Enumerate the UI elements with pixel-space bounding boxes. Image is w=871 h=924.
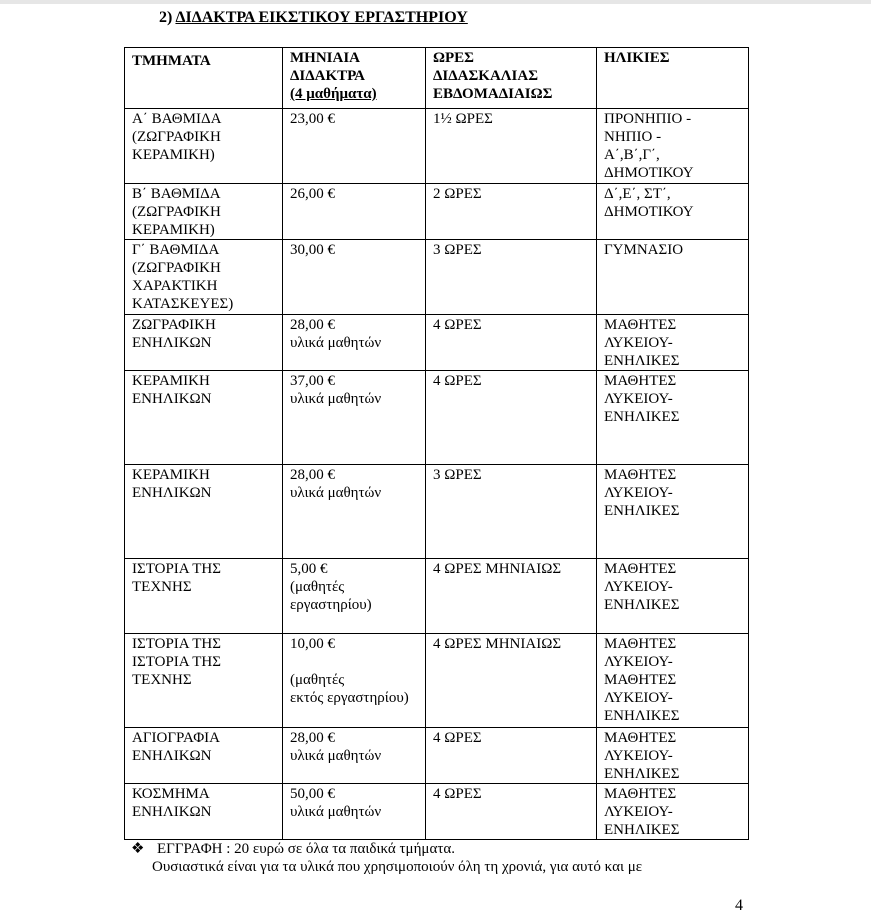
cell-ages <box>597 109 749 184</box>
cell-line: ΕΝΗΛΙΚΕΣ <box>604 503 680 519</box>
cell-line: ΙΣΤΟΡΙΑ ΤΗΣ <box>132 636 221 652</box>
cell-line: ΧΑΡΑΚΤΙΚΗ <box>132 278 218 294</box>
cell-line: 3 ΩΡΕΣ <box>433 242 482 258</box>
tuition-table <box>124 47 749 840</box>
cell-line: ΔΗΜΟΤΙΚΟΥ <box>604 165 694 181</box>
registration-note <box>131 839 455 858</box>
header-row <box>125 48 749 109</box>
tuition-table-header <box>125 48 749 109</box>
cell-hours <box>426 465 597 559</box>
cell-hours <box>426 240 597 315</box>
cell-line: ΤΕΧΝΗΣ <box>132 579 192 595</box>
cell-line: ΕΝΗΛΙΚΩΝ <box>132 748 212 764</box>
cell-line: ΙΣΤΟΡΙΑ ΤΗΣ <box>132 561 221 577</box>
cell-line: 50,00 € <box>290 786 335 802</box>
cell-line: 30,00 € <box>290 242 335 258</box>
cell-line: ΛΥΚΕΙΟΥ- <box>604 804 673 820</box>
cell-line: ΛΥΚΕΙΟΥ- <box>604 391 673 407</box>
cell-line: ΙΣΤΟΡΙΑ ΤΗΣ <box>132 654 221 670</box>
page-number: 4 <box>735 897 743 914</box>
header-line: ΔΙΔΑΚΤΡΑ <box>290 68 365 84</box>
cell-line: ΕΝΗΛΙΚΩΝ <box>132 804 212 820</box>
table-row <box>125 784 749 840</box>
cell-line: εκτός εργαστηρίου) <box>290 690 409 706</box>
cell-ages <box>597 371 749 465</box>
cell-section <box>125 784 283 840</box>
cell-line: ΛΥΚΕΙΟΥ- <box>604 485 673 501</box>
cell-line: ΕΝΗΛΙΚΕΣ <box>604 353 680 369</box>
header-line: ΗΛΙΚΙΕΣ <box>604 50 670 66</box>
cell-hours <box>426 109 597 184</box>
cell-line: 3 ΩΡΕΣ <box>433 467 482 483</box>
header-line: (4 μαθήματα) <box>290 86 377 102</box>
cell-hours <box>426 728 597 784</box>
cell-line: ΤΕΧΝΗΣ <box>132 672 192 688</box>
cell-fee <box>283 240 426 315</box>
cell-line: 4 ΩΡΕΣ ΜΗΝΙΑΙΩΣ <box>433 636 562 652</box>
cell-line: ΕΝΗΛΙΚΕΣ <box>604 766 680 782</box>
cell-fee <box>283 109 426 184</box>
cell-section <box>125 315 283 371</box>
cell-ages <box>597 634 749 728</box>
cell-line: ΕΝΗΛΙΚΩΝ <box>132 335 212 351</box>
page-top-bar <box>0 0 871 4</box>
cell-line: ΕΝΗΛΙΚΕΣ <box>604 409 680 425</box>
cell-line: 2 ΩΡΕΣ <box>433 186 482 202</box>
cell-ages <box>597 728 749 784</box>
cell-line: 28,00 € <box>290 730 335 746</box>
cell-line: ΠΡΟΝΗΠΙΟ - <box>604 111 692 127</box>
header-line: ΜΗΝΙΑΙΑ <box>290 50 360 66</box>
cell-hours <box>426 315 597 371</box>
cell-line: 10,00 € <box>290 636 335 652</box>
cell-line: ΛΥΚΕΙΟΥ- <box>604 654 673 670</box>
table-row <box>125 240 749 315</box>
cell-line: Α΄ ΒΑΘΜΙΔΑ <box>132 111 222 127</box>
cell-line: 4 ΩΡΕΣ <box>433 730 482 746</box>
cell-line: ΕΝΗΛΙΚΩΝ <box>132 485 212 501</box>
cell-line: ΛΥΚΕΙΟΥ- <box>604 748 673 764</box>
cell-fee <box>283 559 426 634</box>
cell-line: υλικά μαθητών <box>290 485 382 501</box>
cell-line: (μαθητές <box>290 672 345 688</box>
cell-line: ΚΕΡΑΜΙΚΗ) <box>132 222 215 238</box>
cell-line: 1½ ΩΡΕΣ <box>433 111 493 127</box>
cell-line: ΛΥΚΕΙΟΥ- <box>604 579 673 595</box>
cell-line: ΜΑΘΗΤΕΣ <box>604 786 677 802</box>
table-row <box>125 465 749 559</box>
cell-section <box>125 240 283 315</box>
cell-line: (μαθητές <box>290 579 345 595</box>
cell-line: ΚΕΡΑΜΙΚΗ <box>132 467 210 483</box>
cell-line: Δ΄,Ε΄, ΣΤ΄, <box>604 186 671 202</box>
cell-line: υλικά μαθητών <box>290 335 382 351</box>
cell-ages <box>597 240 749 315</box>
table-row <box>125 315 749 371</box>
cell-line: (ΖΩΓΡΑΦΙΚΗ <box>132 129 221 145</box>
table-row <box>125 371 749 465</box>
cell-line: 4 ΩΡΕΣ ΜΗΝΙΑΙΩΣ <box>433 561 562 577</box>
diamond-bullet-icon: ❖ <box>131 841 145 857</box>
cell-line: ΜΑΘΗΤΕΣ <box>604 373 677 389</box>
cell-line: ΕΝΗΛΙΚΕΣ <box>604 597 680 613</box>
cell-line: ΜΑΘΗΤΕΣ <box>604 561 677 577</box>
cell-line: Β΄ ΒΑΘΜΙΔΑ <box>132 186 221 202</box>
materials-note: Ουσιαστικά είναι για τα υλικά που χρησιμοποιούν όλη τη χρονιά, για αυτό και με <box>152 859 643 875</box>
cell-line: ΜΑΘΗΤΕΣ <box>604 467 677 483</box>
cell-line: υλικά μαθητών <box>290 804 382 820</box>
cell-section <box>125 371 283 465</box>
cell-line: 4 ΩΡΕΣ <box>433 373 482 389</box>
cell-line: ΜΑΘΗΤΕΣ <box>604 672 677 688</box>
header-sections <box>125 48 283 109</box>
cell-line: Α΄,Β΄,Γ΄, <box>604 147 660 163</box>
cell-line: ΝΗΠΙΟ - <box>604 129 662 145</box>
cell-line: 37,00 € <box>290 373 335 389</box>
table-row <box>125 109 749 184</box>
cell-line: εργαστηρίου) <box>290 597 372 613</box>
cell-hours <box>426 784 597 840</box>
cell-line: 4 ΩΡΕΣ <box>433 317 482 333</box>
cell-line: 26,00 € <box>290 186 335 202</box>
registration-text: ΕΓΓΡΑΦΗ : 20 ευρώ σε όλα τα παιδικά τμήματα. <box>157 841 455 857</box>
cell-line: 28,00 € <box>290 467 335 483</box>
cell-line: υλικά μαθητών <box>290 748 382 764</box>
cell-ages <box>597 559 749 634</box>
section-heading <box>159 9 468 27</box>
cell-fee <box>283 784 426 840</box>
cell-line: ΚΟΣΜΗΜΑ <box>132 786 210 802</box>
cell-line: (ΖΩΓΡΑΦΙΚΗ <box>132 260 221 276</box>
cell-line: ΜΑΘΗΤΕΣ <box>604 636 677 652</box>
cell-line: ΜΑΘΗΤΕΣ <box>604 317 677 333</box>
header-line: ΕΒΔΟΜΑΔΙΑΙΩΣ <box>433 86 553 102</box>
cell-fee <box>283 371 426 465</box>
table-row <box>125 634 749 728</box>
cell-line: ΔΗΜΟΤΙΚΟΥ <box>604 204 694 220</box>
cell-line: ΚΕΡΑΜΙΚΗ) <box>132 147 215 163</box>
header-line: ΔΙΔΑΣΚΑΛΙΑΣ <box>433 68 539 84</box>
cell-line: 4 ΩΡΕΣ <box>433 786 482 802</box>
cell-line: ΜΑΘΗΤΕΣ <box>604 730 677 746</box>
cell-line: 23,00 € <box>290 111 335 127</box>
cell-fee <box>283 728 426 784</box>
cell-ages <box>597 315 749 371</box>
cell-line <box>290 653 419 671</box>
cell-fee <box>283 315 426 371</box>
cell-hours <box>426 634 597 728</box>
cell-line: ΕΝΗΛΙΚΩΝ <box>132 391 212 407</box>
table-row <box>125 728 749 784</box>
cell-section <box>125 634 283 728</box>
header-line: ΤΜΗΜΑΤΑ <box>132 53 211 69</box>
cell-ages <box>597 784 749 840</box>
table-row <box>125 184 749 240</box>
header-monthly-fees <box>283 48 426 109</box>
header-weekly-hours <box>426 48 597 109</box>
table-row <box>125 559 749 634</box>
cell-hours <box>426 184 597 240</box>
cell-section <box>125 465 283 559</box>
cell-line: ΕΝΗΛΙΚΕΣ <box>604 822 680 838</box>
section-number: 2) <box>159 9 173 26</box>
cell-section <box>125 728 283 784</box>
cell-line: ΚΕΡΑΜΙΚΗ <box>132 373 210 389</box>
cell-ages <box>597 184 749 240</box>
cell-fee <box>283 184 426 240</box>
cell-section <box>125 559 283 634</box>
cell-hours <box>426 559 597 634</box>
cell-line: ΛΥΚΕΙΟΥ- <box>604 335 673 351</box>
cell-line: ΓΥΜΝΑΣΙΟ <box>604 242 684 258</box>
cell-fee <box>283 465 426 559</box>
cell-line: (ΖΩΓΡΑΦΙΚΗ <box>132 204 221 220</box>
section-title: ΔΙΔΑΚΤΡΑ ΕΙΚΣΤΙΚΟΥ ΕΡΓΑΣΤΗΡΙΟΥ <box>175 9 468 26</box>
cell-line: ΚΑΤΑΣΚΕΥΕΣ) <box>132 296 234 312</box>
cell-ages <box>597 465 749 559</box>
cell-fee <box>283 634 426 728</box>
cell-line: Γ΄ ΒΑΘΜΙΔΑ <box>132 242 220 258</box>
cell-line: ΕΝΗΛΙΚΕΣ <box>604 708 680 724</box>
cell-line: υλικά μαθητών <box>290 391 382 407</box>
tuition-table-body <box>125 109 749 840</box>
header-line: ΩΡΕΣ <box>433 50 474 66</box>
cell-hours <box>426 371 597 465</box>
cell-line: 5,00 € <box>290 561 328 577</box>
cell-line: ΑΓΙΟΓΡΑΦΙΑ <box>132 730 220 746</box>
cell-section <box>125 109 283 184</box>
header-ages <box>597 48 749 109</box>
cell-line: ΖΩΓΡΑΦΙΚΗ <box>132 317 216 333</box>
cell-line: 28,00 € <box>290 317 335 333</box>
cell-line: ΛΥΚΕΙΟΥ- <box>604 690 673 706</box>
cell-section <box>125 184 283 240</box>
